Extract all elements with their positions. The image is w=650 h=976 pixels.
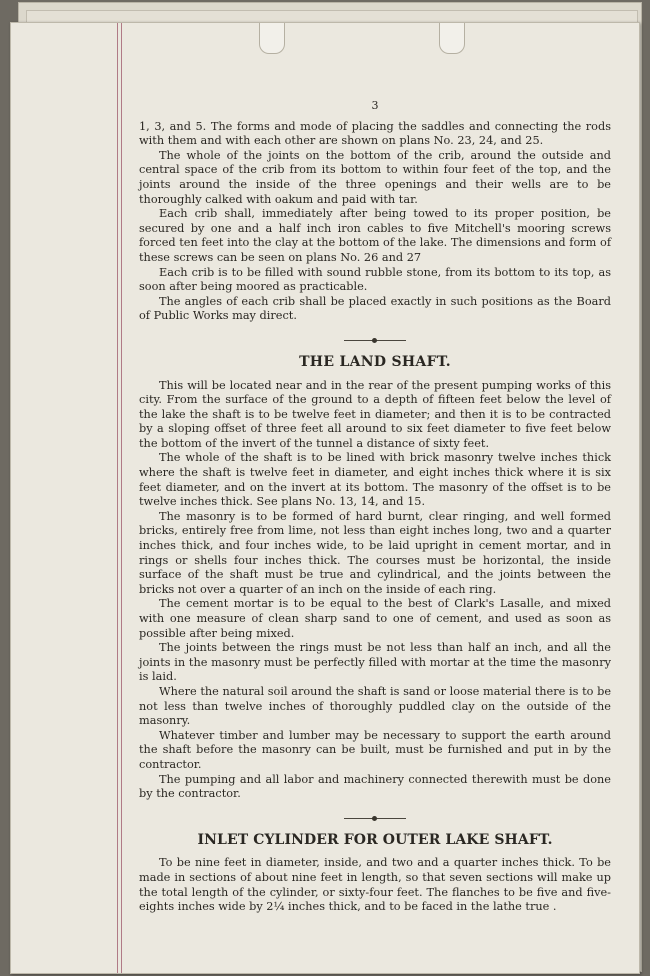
paragraph: The masonry is to be formed of hard burnt, clear ringing, and well formed bricks, entirely free from lime, not less than eight inches long, two and a quarter inches thick, and four inches wide, to be laid upright in cement mortar, and in rings or shells four inches thick. The courses must be horizontal, the inside surface of the shaft must be true and cylindrical, and the joints between the bricks not over a quarter of an inch on the inside of each ring.	[139, 509, 611, 596]
paragraph: The angles of each crib shall be placed exactly in such positions as the Board of Public Works may direct.	[139, 294, 611, 323]
paragraph: This will be located near and in the rear of the present pumping works of this city. From the surface of the ground to a depth of fifteen feet below the level of the lake the shaft is to be twelve feet in diameter; and then it is to be contracted by a sloping offset of three feet all around to six feet diameter to five feet below the bottom of the invert of the tunnel a distance of sixty feet.	[139, 378, 611, 450]
section-title-inlet-cylinder: INLET CYLINDER FOR OUTER LAKE SHAFT.	[197, 831, 553, 848]
section-divider	[344, 340, 406, 341]
page-number: 3	[371, 99, 379, 112]
paragraph: The whole of the joints on the bottom of the crib, around the outside and central space of the crib from its bottom to within four feet of the top, and the joints around the inside of the three openings and their wells are to be thoroughly calked with oakum and paid with tar.	[139, 148, 611, 206]
binding-tab-left	[259, 23, 285, 54]
paragraph: Whatever timber and lumber may be necessary to support the earth around the shaft before the masonry can be built, must be furnished and put in by the contractor.	[139, 728, 611, 771]
paragraph: The joints between the rings must be not less than half an inch, and all the joints in the masonry must be perfectly filled with mortar at the time the masonry is laid.	[139, 641, 611, 684]
binding-tab-right	[439, 23, 465, 54]
paragraph: Where the natural soil around the shaft is sand or loose material there is to be not less than twelve inches of thoroughly puddled clay on the outside of the masonry.	[139, 684, 611, 728]
paragraph: The cement mortar is to be equal to the best of Clark's Lasalle, and mixed with one measure of clean sharp sand to one of cement, and used as soon as possible after being mixed.	[139, 597, 611, 640]
document-page	[10, 22, 640, 974]
page-content	[139, 99, 611, 915]
paragraph: Each crib shall, immediately after being towed to its proper position, be secured by one and a half inch iron cables to five Mitchell's mooring screws forced ten feet into the clay at the bottom of the lake. The dimensions and form of these screws can be seen on plans No. 26 and 27	[139, 207, 611, 264]
paragraph: The pumping and all labor and machinery connected therewith must be done by the contractor.	[139, 772, 611, 801]
paragraph: 1, 3, and 5. The forms and mode of placing the saddles and connecting the rods with them and with each other are shown on plans No. 23, 24, and 25.	[139, 119, 611, 148]
section-title-land-shaft: THE LAND SHAFT.	[299, 353, 451, 370]
section-divider	[344, 818, 406, 819]
paragraph: To be nine feet in diameter, inside, and two and a quarter inches thick. To be made in sections of about nine feet in length, so that seven sections will make up the total length of the cylinder, or sixty-four feet. The flanches to be five and five-eights inches wide by 2¼ inches thick, and to be faced in the lathe true .	[139, 856, 611, 914]
paragraph: Each crib is to be filled with sound rubble stone, from its bottom to its top, as soon after being moored as practicable.	[139, 265, 611, 294]
margin-rule	[117, 23, 122, 973]
paragraph: The whole of the shaft is to be lined with brick masonry twelve inches thick where the shaft is twelve feet in diameter, and eight inches thick where it is six feet diameter, and on the invert at its bottom. The masonry of the offset is to be twelve inches thick. See plans No. 13, 14, and 15.	[139, 451, 611, 509]
